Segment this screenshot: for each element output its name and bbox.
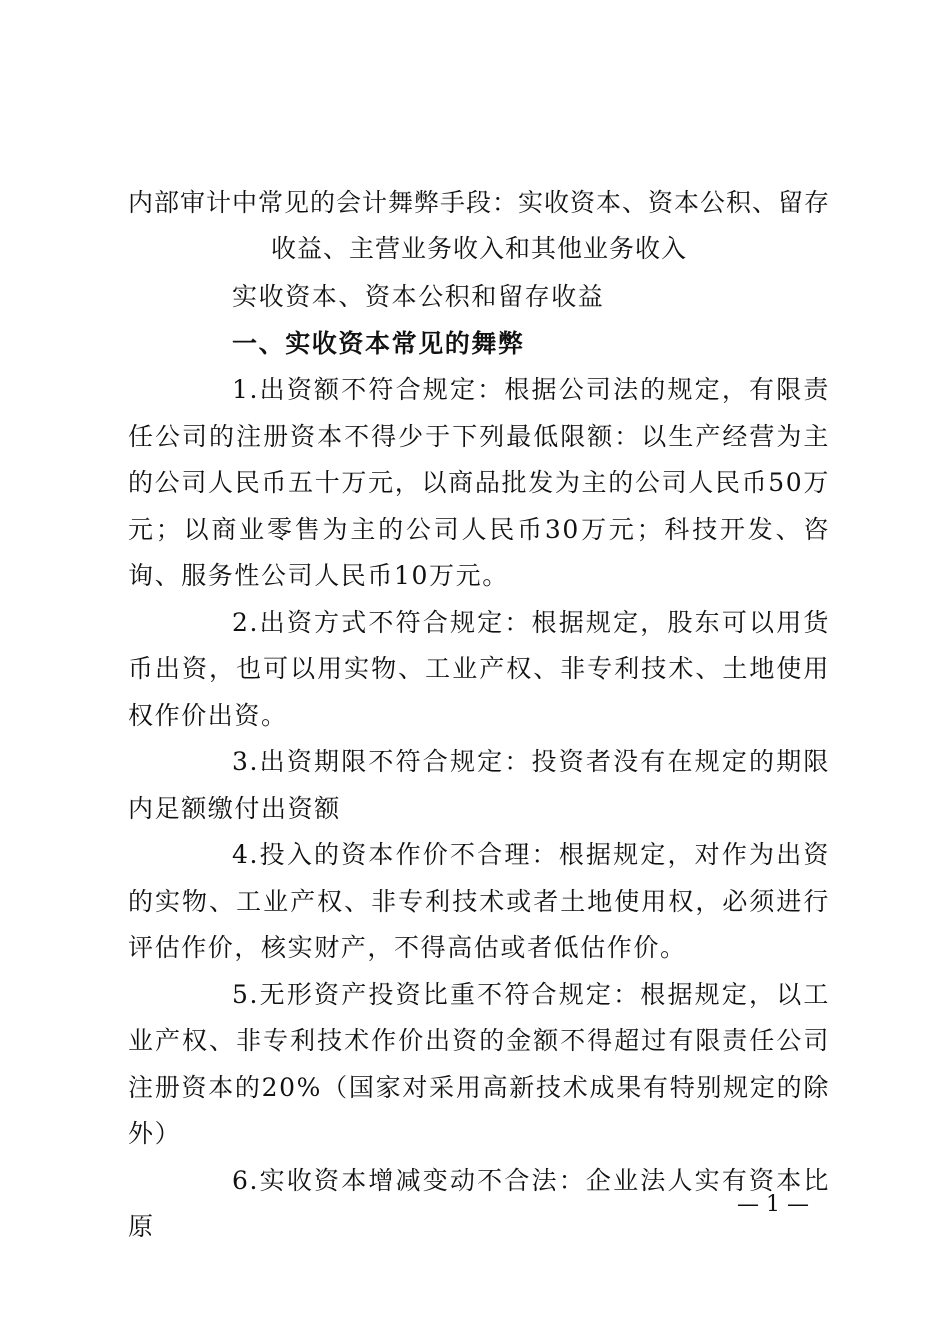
subtitle: 实收资本、资本公积和留存收益 [232,282,605,311]
section-heading: 一、实收资本常见的舞弊 [232,328,525,358]
document-body [128,274,830,1251]
title-line-1: 内部审计中常见的会计舞弊手段：实收资本、资本公积、留存 [127,188,830,217]
paragraph-2: 2.出资方式不符合规定：根据规定，股东可以用货币出资，也可以用实物、工业产权、非专利技术、土地使用权作价出资。 [128,607,830,730]
paragraph-5: 5.无形资产投资比重不符合规定：根据规定，以工业产权、非专利技术作价出资的金额不得超过有限责任公司注册资本的20%（国家对采用高新技术成果有特别规定的除外） [128,979,830,1148]
paragraph-4: 4.投入的资本作价不合理：根据规定，对作为出资的实物、工业产权、非专利技术或者土地使用权，必须进行评估作价，核实财产，不得高估或者低估作价。 [128,840,830,962]
paragraph-3: 3.出资期限不符合规定：投资者没有在规定的期限内足额缴付出资额 [128,747,830,823]
title-line-2: 收益、主营业务收入和其他业务收入 [270,234,687,263]
paragraph-1: 1.出资额不符合规定：根据公司法的规定，有限责任公司的注册资本不得少于下列最低限额：以生产经营为主的公司人民币五十万元，以商品批发为主的公司人民币50万元；以商业零售为主的公司人民币30万元；科技开发、咨询、服务性公司人民币10万元。 [128,375,830,590]
paragraph-6: 6.实收资本增减变动不合法：企业法人实有资本比原 [128,1165,830,1241]
document-title [120,180,838,272]
page-number: — 1 — [737,1192,809,1217]
